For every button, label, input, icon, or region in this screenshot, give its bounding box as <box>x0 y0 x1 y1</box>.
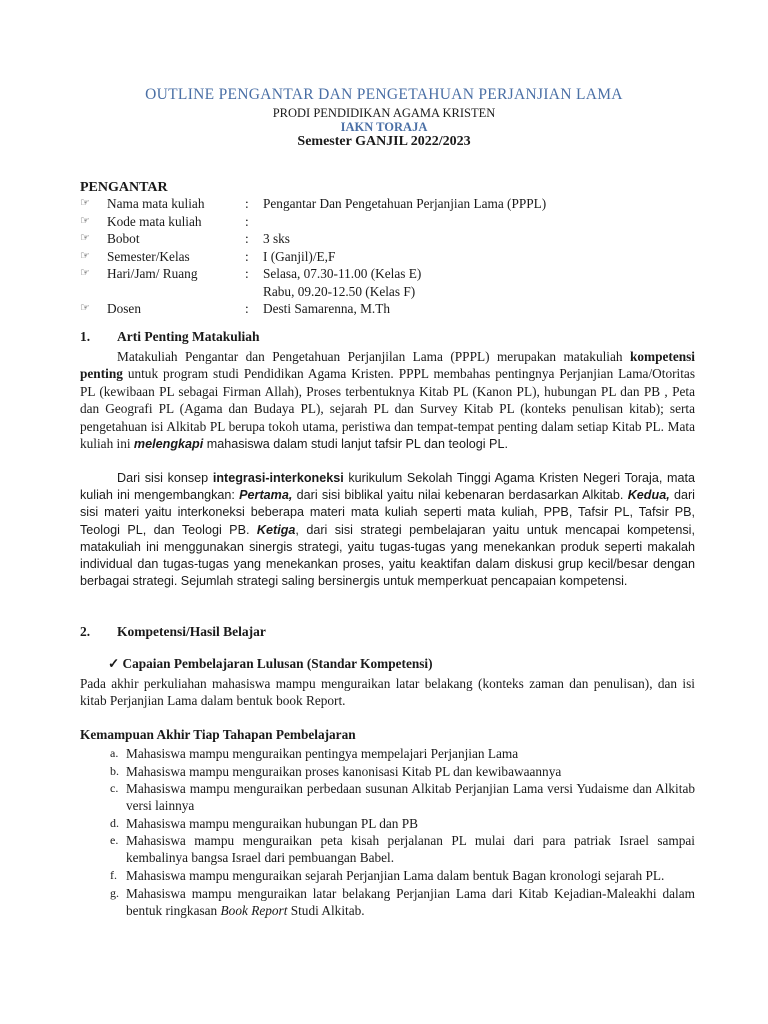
list-text: Mahasiswa mampu menguraikan perbedaan susunan Alkitab Perjanjian Lama versi Yudaisme dan Alkitab versi lainnya <box>126 781 695 814</box>
list-marker: a. <box>110 746 119 760</box>
list-marker: b. <box>110 763 119 778</box>
info-value: Rabu, 09.20-12.50 (Kelas F) <box>263 283 416 299</box>
bold-text: kompetensi penting <box>80 349 695 382</box>
list-text: Mahasiswa mampu menguraikan pentingya mempelajari Perjanjian Lama <box>126 746 519 761</box>
paragraph <box>80 470 695 590</box>
section-number: 2. <box>80 624 91 639</box>
info-colon: : <box>245 266 249 281</box>
text-run: Matakuliah Pengantar dan Pengetahuan Perjanjilan Lama (PPPL) merupakan matakuliah <box>117 349 630 364</box>
semester-label: Semester GANJIL 2022/2023 <box>297 134 471 149</box>
info-colon: : <box>245 301 249 316</box>
list-text-italic: Book Report <box>220 902 288 918</box>
document-title: OUTLINE PENGANTAR DAN PENGETAHUAN PERJANJIAN LAMA <box>145 86 623 103</box>
info-colon: : <box>245 196 249 211</box>
capaian-heading <box>108 656 433 672</box>
text-run: mahasiswa dalam studi lanjut tafsir PL dan teologi PL. <box>203 437 508 452</box>
info-value: Pengantar Dan Pengetahuan Perjanjian Lama (PPPL) <box>263 196 547 211</box>
info-label: Kode mata kuliah <box>107 213 202 229</box>
list-text: Mahasiswa mampu menguraikan latar belakang Perjanjian Lama dari Kitab Kejadian-Maleakhi dalam bentuk ringkasan <box>126 885 695 918</box>
text-run: kurikulum Sekolah Tinggi Agama Kristen Negeri Toraja, mata kuliah ini mengembangkan: <box>80 471 695 503</box>
info-label: Semester/Kelas <box>107 248 190 264</box>
info-colon: : <box>245 231 249 246</box>
info-label: Hari/Jam/ Ruang <box>107 266 198 281</box>
pointing-hand-icon: ☞ <box>80 214 90 227</box>
list-marker: g. <box>110 885 119 900</box>
info-label: Nama mata kuliah <box>107 196 205 211</box>
bold-text: integrasi-interkoneksi <box>212 471 344 485</box>
info-value: 3 sks <box>263 231 290 246</box>
capaian-title: Capaian Pembelajaran Lulusan (Standar Kompetensi) <box>122 656 433 671</box>
pengantar-heading: PENGANTAR <box>80 180 168 195</box>
list-text: Studi Alkitab. <box>287 902 365 918</box>
list-marker: c. <box>110 781 119 796</box>
list-item <box>80 885 695 919</box>
info-row <box>80 265 700 283</box>
info-label: Dosen <box>107 301 141 316</box>
info-value: Desti Samarenna, M.Th <box>263 301 391 316</box>
text-run: untuk program studi Pendidikan Agama Kristen. PPPL membahas pentingnya Perjanjian Lama/Otoritas PL (kewibaan PL sebagai Firman Allah), Proses terbentuknya Kitab PL (Kanon PL), hubungan PL dan PB , Peta dan Geografi PL (Agama dan Budaya PL), sejarah PL dan Survey Kitab PL (konteks penulisan kitab); serta pengetahuan isi Alkitab PL berupa tokoh utama, peristiwa dan tempat-tempat penting dalam setiap Kitab PL. Mata kuliah ini <box>80 366 695 452</box>
text-run: dari sisi materi yaitu interkoneksi beberapa materi mata kuliah seperti mata kuliah, PPB, Tafsir PL, Tafsir PB, Teologi PL, dan Teologi PB. <box>80 488 695 537</box>
info-label: Bobot <box>107 231 140 246</box>
info-colon: : <box>245 248 249 264</box>
list-item <box>80 780 695 814</box>
section-title: Arti Penting Matakuliah <box>117 329 260 344</box>
text-run: Dari sisi konsep <box>117 471 213 485</box>
checkmark-icon: ✓ <box>108 656 120 671</box>
pointing-hand-icon: ☞ <box>80 197 90 209</box>
list-marker: e. <box>110 833 119 848</box>
kemampuan-heading: Kemampuan Akhir Tiap Tahapan Pembelajaran <box>80 727 356 742</box>
list-text: Mahasiswa mampu menguraikan sejarah Perjanjian Lama dalam bentuk Bagan kronologi sejarah PL. <box>126 867 665 883</box>
info-row-continuation <box>80 283 700 301</box>
list-marker: d. <box>110 815 119 830</box>
bold-italic-text: melengkapi <box>133 437 204 452</box>
list-item <box>80 815 695 832</box>
pointing-hand-icon: ☞ <box>80 267 90 279</box>
list-marker: f. <box>110 867 117 882</box>
prodi-subtitle: PRODI PENDIDIKAN AGAMA KRISTEN <box>272 106 496 120</box>
info-value: Selasa, 07.30-11.00 (Kelas E) <box>263 266 422 281</box>
list-item <box>80 763 695 780</box>
list-item <box>80 832 695 866</box>
list-text: Mahasiswa mampu menguraikan peta kisah perjalanan PL mulai dari para patriak Israel sampai kembalinya bangsa Israel dari pembuangan Babel. <box>126 833 695 866</box>
paragraph <box>80 348 695 453</box>
section-heading <box>80 624 266 640</box>
kemampuan-list <box>80 745 695 919</box>
bold-italic-text: Pertama, <box>239 488 293 503</box>
list-item <box>80 867 695 884</box>
pointing-hand-icon: ☞ <box>80 302 90 314</box>
list-item <box>80 745 695 762</box>
text-run: dari sisi biblikal yaitu nilai kebenaran berdasarkan Alkitab. <box>292 488 628 503</box>
section-title: Kompetensi/Hasil Belajar <box>117 624 266 639</box>
list-text: Mahasiswa mampu menguraikan proses kanonisasi Kitab PL dan kewibawaannya <box>126 763 562 779</box>
info-row <box>80 230 700 248</box>
info-row <box>80 248 700 266</box>
capaian-text: Pada akhir perkuliahan mahasiswa mampu menguraikan latar belakang (konteks zaman dan penulisan), dan isi kitab Perjanjian Lama dalam bentuk book Report. <box>80 676 695 709</box>
section-number: 1. <box>80 329 91 344</box>
pointing-hand-icon: ☞ <box>80 249 90 262</box>
text-run: , dari sisi strategi pembelajaran yaitu untuk mencapai kompetensi, matakuliah ini menggunakan sinergis strategi, yaitu tugas-tugas yang menekankan produk seperti makalah individual dan tugas-tugas yang menekankan proses, yaitu keaktifan dalam diskusi grup kecil/besar dengan berbagai strategi. Sejumlah strategi saling bersinergis untuk memperkuat pencapaian kompetensi. <box>80 522 695 589</box>
institution-name: IAKN TORAJA <box>340 120 428 134</box>
info-row <box>80 300 700 318</box>
info-row <box>80 213 700 231</box>
info-row <box>80 195 700 213</box>
list-text: Mahasiswa mampu menguraikan hubungan PL dan PB <box>126 815 418 831</box>
bold-italic-text: Kedua, <box>627 488 670 503</box>
info-colon: : <box>245 213 249 229</box>
info-value: I (Ganjil)/E,F <box>263 248 336 264</box>
bold-italic-text: Ketiga <box>256 522 296 537</box>
section-heading <box>80 329 260 345</box>
pointing-hand-icon: ☞ <box>80 232 90 244</box>
course-info-list <box>80 195 700 318</box>
